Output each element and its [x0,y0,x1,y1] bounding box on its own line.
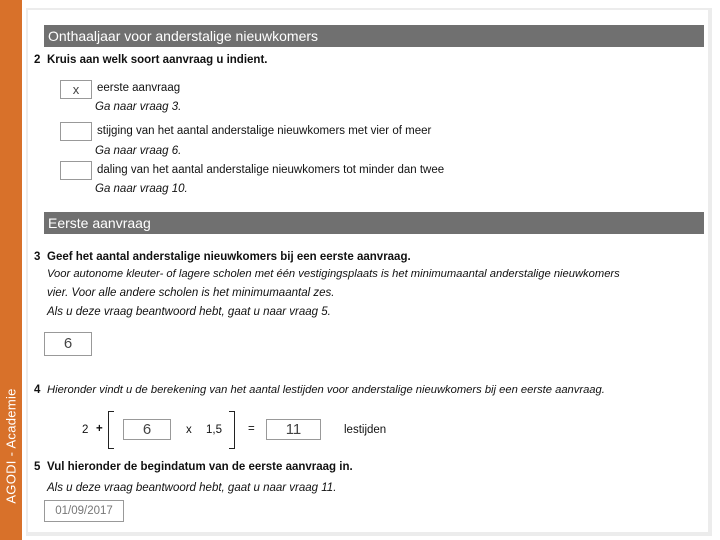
formula-bracket-close [229,411,235,449]
checkbox-eerste-aanvraag[interactable]: x [60,80,92,99]
start-date-field[interactable]: 01/09/2017 [44,500,124,522]
question-5-note: Als u deze vraag beantwoord hebt, gaat u naar vraag 11. [47,482,337,494]
question-3-instruction-line-2: vier. Voor alle andere scholen is het minimumaantal zes. [47,287,335,299]
sidebar [0,0,22,540]
goto-note-3: Ga naar vraag 10. [95,183,188,195]
formula-result-field: 11 [266,419,321,440]
formula-input-field[interactable]: 6 [123,419,171,440]
question-2-number: 2 [34,54,41,66]
formula-unit: lestijden [344,424,387,436]
formula-bracket-open [108,411,114,449]
option-label-eerste-aanvraag: eerste aanvraag [97,82,181,94]
checkbox-daling[interactable] [60,161,92,180]
question-4-text: Hieronder vindt u de berekening van het aantal lestijden voor anderstalige nieuwkomers bij een eerste aanvraag. [47,384,605,396]
question-4-number: 4 [34,384,41,396]
formula-equals: = [248,423,255,435]
question-5-number: 5 [34,461,41,473]
formula-times: x [186,424,192,436]
question-3-instruction-line-1: Voor autonome kleuter- of lagere scholen met één vestigingsplaats is het minimumaantal anderstalige nieuwkomers [47,268,620,280]
question-2-text: Kruis aan welk soort aanvraag u indient. [47,54,268,66]
question-3-number: 3 [34,251,41,263]
sidebar-label: AGODI - Academie [3,388,19,504]
checkbox-stijging[interactable] [60,122,92,141]
formula-base: 2 [82,424,89,436]
section-header-onthaaljaar: Onthaaljaar voor anderstalige nieuwkomers [44,25,704,47]
question-5-text: Vul hieronder de begindatum van de eerste aanvraag in. [47,461,353,473]
newcomers-count-field[interactable]: 6 [44,332,92,356]
goto-note-2: Ga naar vraag 6. [95,145,182,157]
question-3-text: Geef het aantal anderstalige nieuwkomers bij een eerste aanvraag. [47,251,411,263]
formula-plus: + [96,423,103,435]
formula-factor: 1,5 [206,424,222,436]
goto-note-1: Ga naar vraag 3. [95,101,182,113]
section-header-eerste-aanvraag: Eerste aanvraag [44,212,704,234]
option-label-stijging: stijging van het aantal anderstalige nieuwkomers met vier of meer [97,125,432,137]
option-label-daling: daling van het aantal anderstalige nieuwkomers tot minder dan twee [97,164,445,176]
question-3-instruction-line-3: Als u deze vraag beantwoord hebt, gaat u naar vraag 5. [47,306,331,318]
